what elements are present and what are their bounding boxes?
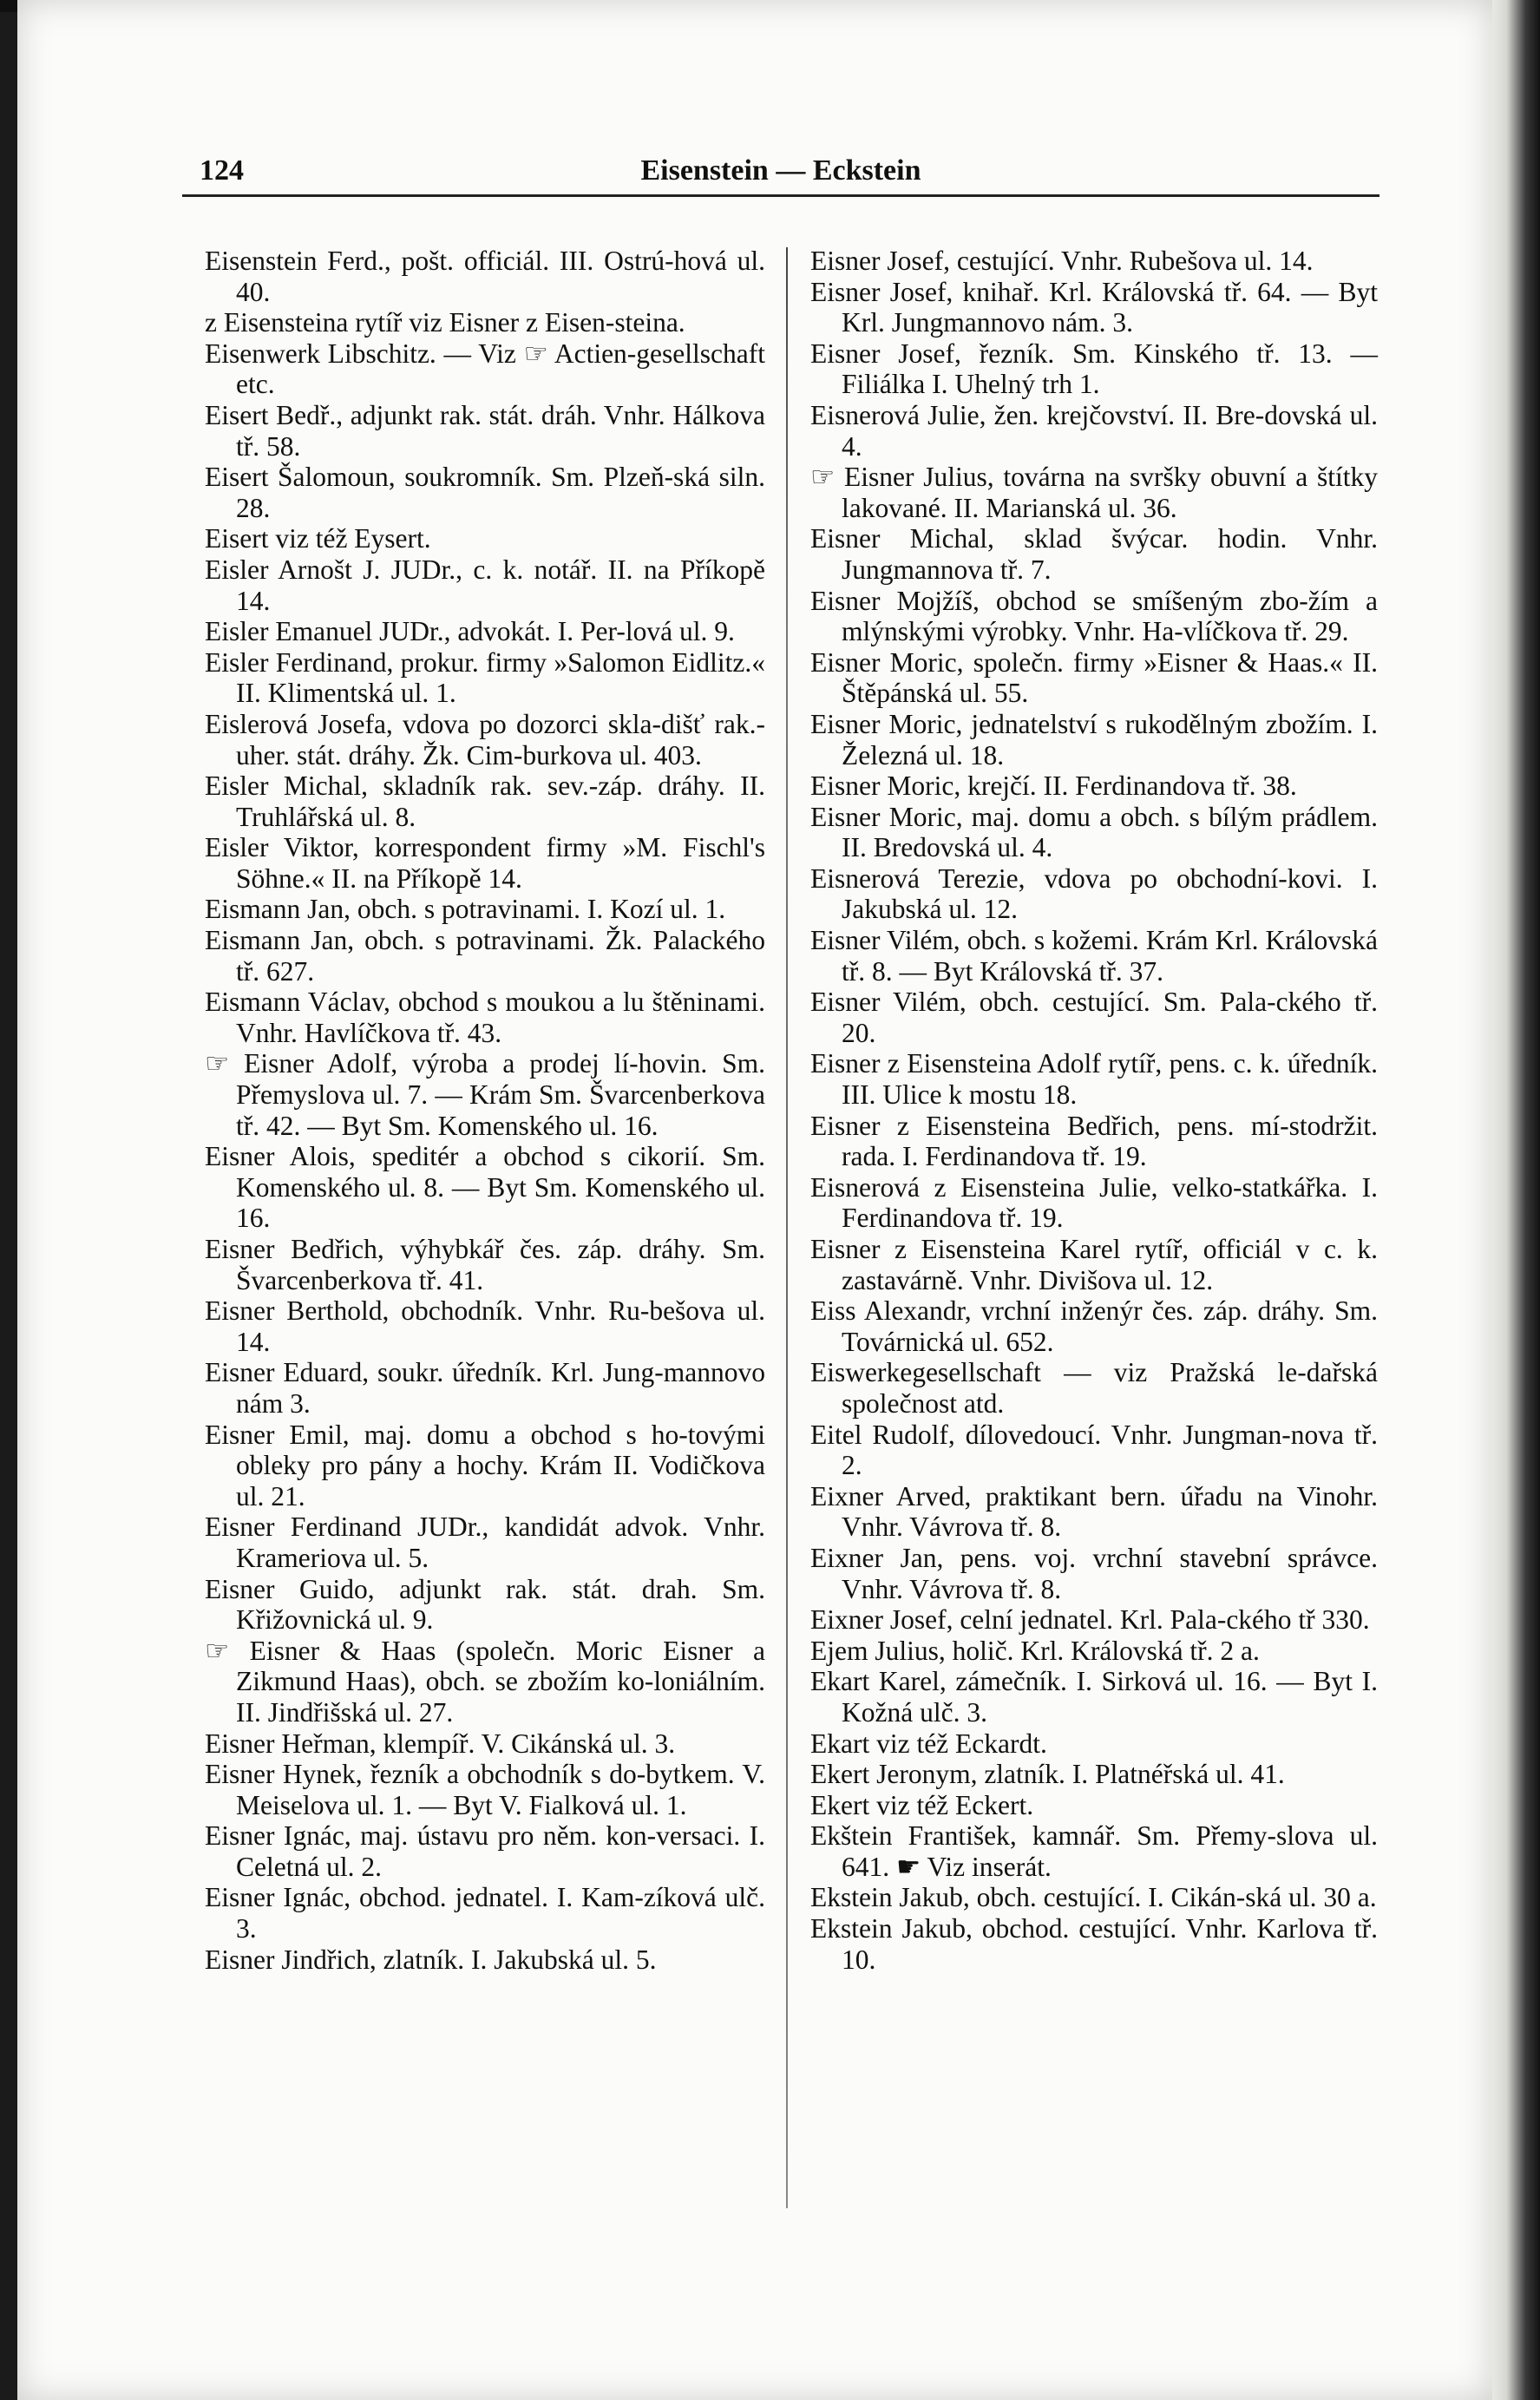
directory-entry: Eixner Arved, praktikant bern. úřadu na Vinohr. Vnhr. Vávrova tř. 8. <box>810 1480 1378 1543</box>
directory-entry: Eisler Ferdinand, prokur. firmy »Salomon Eidlitz.« II. Klimentská ul. 1. <box>205 646 765 709</box>
directory-entry: Eisner Moric, společn. firmy »Eisner & Haas.« II. Štěpánská ul. 55. <box>810 646 1378 709</box>
directory-entry: Ejem Julius, holič. Krl. Královská tř. 2 a. <box>810 1635 1260 1666</box>
directory-entry: Eisenstein Ferd., pošt. officiál. III. Ostrú-hová ul. 40. <box>205 246 765 307</box>
directory-entry: Eismann Václav, obchod s moukou a lu štěninami. Vnhr. Havlíčkova tř. 43. <box>205 987 765 1048</box>
directory-entry: Eisner Heřman, klempíř. V. Cikánská ul. 3. <box>205 1728 676 1759</box>
running-head: Eisenstein — Eckstein <box>640 154 921 187</box>
directory-entry: Eisner z Eisensteina Karel rytíř, officiál v c. k. zastavárně. Vnhr. Divišova ul. 12. <box>810 1234 1378 1295</box>
directory-entry: Eisner Moric, jednatelství s rukodělným zbožím. I. Železná ul. 18. <box>810 708 1378 770</box>
directory-entry: Eisner Hynek, řezník a obchodník s do-bytkem. V. Meiselova ul. 1. — Byt V. Fialková ul. 1. <box>205 1759 765 1820</box>
directory-entry: Eisler Emanuel JUDr., advokát. I. Per-lová ul. 9. <box>205 616 735 647</box>
directory-entry: Eixner Jan, pens. voj. vrchní stavební správce. Vnhr. Vávrova tř. 8. <box>810 1542 1378 1604</box>
page-header <box>182 146 1379 197</box>
directory-entry: Eisert viz též Eysert. <box>205 523 431 554</box>
directory-entry: Eisner z Eisensteina Adolf rytíř, pens. c. k. úředník. III. Ulice k mostu 18. <box>810 1048 1378 1111</box>
column-divider <box>786 247 788 2208</box>
directory-entry: Eisert Bedř., adjunkt rak. stát. dráh. Vnhr. Hálkova tř. 58. <box>205 399 765 462</box>
directory-entry: Eisner Ignác, maj. ústavu pro něm. kon-versaci. I. Celetná ul. 2. <box>205 1820 765 1882</box>
directory-entry: Eiswerkegesellschaft — viz Pražská le-dařská společnost atd. <box>810 1357 1378 1419</box>
directory-entry: Eisner Bedřich, výhybkář čes. záp. dráhy. Sm. Švarcenberkova tř. 41. <box>205 1234 765 1295</box>
directory-entry: Eisner Guido, adjunkt rak. stát. drah. Sm. Křižovnická ul. 9. <box>205 1573 765 1636</box>
directory-entry: Eisnerová Terezie, vdova po obchodní-kovi. I. Jakubská ul. 12. <box>810 862 1378 925</box>
left-column <box>205 246 765 1975</box>
directory-entry: Eisner Alois, speditér a obchod s cikorií. Sm. Komenského ul. 8. — Byt Sm. Komenského ul. 16. <box>205 1141 765 1234</box>
directory-entry: Eisner Josef, knihař. Krl. Královská tř. 64. — Byt Krl. Jungmannovo nám. 3. <box>810 276 1378 338</box>
directory-entry: Eisner Eduard, soukr. úředník. Krl. Jung-mannovo nám 3. <box>205 1357 765 1419</box>
directory-entry: Eisner z Eisensteina Bedřich, pens. mí-stodržit. rada. I. Ferdinandova tř. 19. <box>810 1110 1378 1172</box>
directory-entry: Eisenwerk Libschitz. — Viz ☞ Actien-gesellschaft etc. <box>205 338 765 400</box>
directory-entry: Ekstein Jakub, obchod. cestující. Vnhr. Karlova tř. 10. <box>810 1913 1378 1975</box>
directory-entry: Eismann Jan, obch. s potravinami. I. Kozí ul. 1. <box>205 894 726 925</box>
directory-entry: Ekert Jeronym, zlatník. I. Platnéřská ul. 41. <box>810 1759 1285 1790</box>
right-column <box>810 246 1378 1975</box>
directory-entry: Eislerová Josefa, vdova po dozorci skla-dišť rak.-uher. stát. dráhy. Žk. Cim-burkova ul. 403. <box>205 708 765 770</box>
directory-entry: Eisner Moric, krejčí. II. Ferdinandova tř. 38. <box>810 770 1297 802</box>
directory-entry: Eismann Jan, obch. s potravinami. Žk. Palackého tř. 627. <box>205 925 765 987</box>
directory-entry: ☞ Eisner Adolf, výroba a prodej lí-hovin. Sm. Přemyslova ul. 7. — Krám Sm. Švarcenberkova tř. 42. — Byt Sm. Komenského ul. 16. <box>205 1048 765 1141</box>
directory-entry: Eisnerová Julie, žen. krejčovství. II. Bre-dovská ul. 4. <box>810 399 1378 462</box>
directory-entry: Eiss Alexandr, vrchní inženýr čes. záp. dráhy. Sm. Továrnická ul. 652. <box>810 1295 1378 1357</box>
directory-entry: Eitel Rudolf, dílovedoucí. Vnhr. Jungman-nova tř. 2. <box>810 1419 1378 1481</box>
directory-entry: Eisler Viktor, korrespondent firmy »M. Fischl's Söhne.« II. na Příkopě 14. <box>205 832 765 894</box>
directory-entry: Eisner Josef, řezník. Sm. Kinského tř. 13. — Filiálka I. Uhelný trh 1. <box>810 338 1378 400</box>
directory-entry: Eisnerová z Eisensteina Julie, velko-statkářka. I. Ferdinandova tř. 19. <box>810 1171 1378 1234</box>
directory-entry: Eisner Mojžíš, obchod se smíšeným zbo-žím a mlýnskými výrobky. Vnhr. Ha-vlíčkova tř. 29. <box>810 585 1378 647</box>
directory-entry: Ekart viz též Eckardt. <box>810 1728 1047 1759</box>
directory-entry: Eisner Vilém, obch. s kožemi. Krám Krl. Královská tř. 8. — Byt Královská tř. 37. <box>810 925 1378 987</box>
directory-entry: Eisner Emil, maj. domu a obchod s ho-tovými obleky pro pány a hochy. Krám II. Vodičkova ul. 21. <box>205 1419 765 1511</box>
directory-entry: Eisner Michal, sklad švýcar. hodin. Vnhr. Jungmannova tř. 7. <box>810 523 1378 585</box>
page-number: 124 <box>200 154 244 187</box>
directory-entry: Ekert viz též Eckert. <box>810 1789 1034 1820</box>
directory-entry: Eisner Ferdinand JUDr., kandidát advok. Vnhr. Krameriova ul. 5. <box>205 1511 765 1573</box>
directory-entry: Eisner Ignác, obchod. jednatel. I. Kam-zíková ulč. 3. <box>205 1882 765 1944</box>
directory-entry: Eisler Michal, skladník rak. sev.-záp. dráhy. II. Truhlářská ul. 8. <box>205 770 765 832</box>
directory-entry: ☞ Eisner & Haas (společn. Moric Eisner a Zikmund Haas), obch. se zbožím ko-loniálním. II. Jindřišská ul. 27. <box>205 1635 765 1728</box>
directory-entry: Eisler Arnošt J. JUDr., c. k. notář. II. na Příkopě 14. <box>205 554 765 616</box>
directory-entry: Eixner Josef, celní jednatel. Krl. Pala-ckého tř 330. <box>810 1604 1370 1636</box>
directory-entry: Ekstein Jakub, obch. cestující. I. Cikán-ská ul. 30 a. <box>810 1882 1377 1913</box>
page-edge-shadow <box>1492 0 1540 2400</box>
directory-entry: ☞ Eisner Julius, továrna na svršky obuvní a štítky lakované. II. Marianská ul. 36. <box>810 462 1378 523</box>
directory-entry: Eisner Josef, cestující. Vnhr. Rubešova ul. 14. <box>810 246 1314 276</box>
directory-entry: Eisner Jindřich, zlatník. I. Jakubská ul. 5. <box>205 1944 657 1975</box>
directory-entry: z Eisensteina rytíř viz Eisner z Eisen-steina. <box>205 307 685 338</box>
directory-entry: Eisner Berthold, obchodník. Vnhr. Ru-bešova ul. 14. <box>205 1295 765 1357</box>
directory-entry: Eisert Šalomoun, soukromník. Sm. Plzeň-ská siln. 28. <box>205 462 765 523</box>
directory-entry: Eisner Moric, maj. domu a obch. s bílým prádlem. II. Bredovská ul. 4. <box>810 801 1378 863</box>
directory-entry: Eisner Vilém, obch. cestující. Sm. Pala-ckého tř. 20. <box>810 987 1378 1048</box>
directory-entry: Ekštein František, kamnář. Sm. Přemy-slova ul. 641. ☛ Viz inserát. <box>810 1820 1378 1882</box>
directory-entry: Ekart Karel, zámečník. I. Sirková ul. 16. — Byt I. Kožná ulč. 3. <box>810 1666 1378 1728</box>
